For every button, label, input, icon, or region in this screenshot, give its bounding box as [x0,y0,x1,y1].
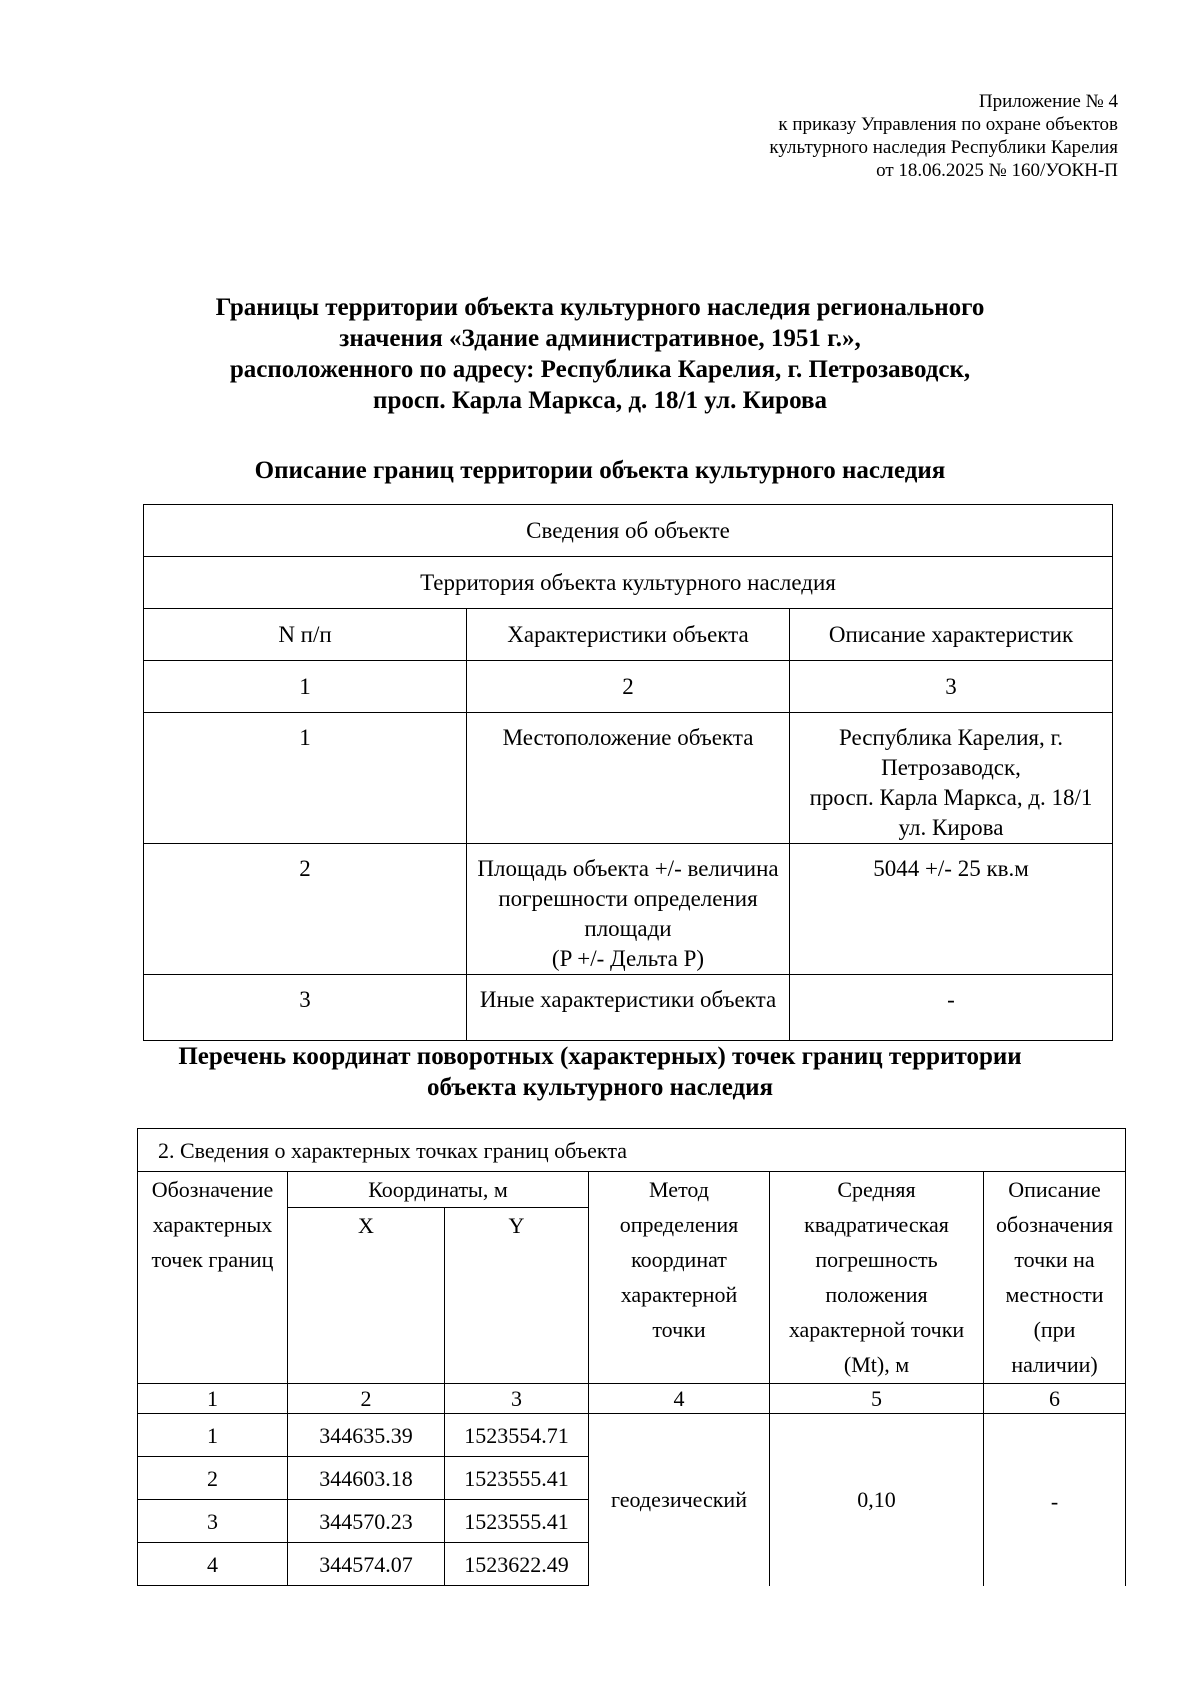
point-y: 1523622.49 [445,1543,589,1586]
column-header-y: Y [445,1208,589,1384]
header-line: координат [631,1247,727,1272]
point-number: 1 [138,1414,288,1457]
title-line: просп. Карла Маркса, д. 18/1 ул. Кирова [373,387,827,414]
column-header-method [589,1172,770,1384]
method-value: геодезический [589,1414,770,1586]
column-number: 4 [589,1384,770,1414]
point-number: 2 [138,1457,288,1500]
point-x: 344635.39 [288,1414,445,1457]
header-line: Средняя [837,1177,916,1202]
description-line: просп. Карла Маркса, д. 18/1 [809,785,1093,810]
title-line: значения «Здание административное, 1951 г.», [339,325,861,352]
table-row [144,975,1113,1041]
appendix-line: Приложение № 4 [978,91,1118,112]
header-line: Метод [649,1177,709,1202]
table-row [144,713,1113,844]
header-line: погрешность [815,1247,938,1272]
column-header-designation [138,1172,288,1384]
point-x: 344603.18 [288,1457,445,1500]
row-characteristic: Местоположение объекта [467,713,790,844]
title-line: расположенного по адресу: Республика Карелия, г. Петрозаводск, [229,356,971,383]
header-line: Обозначение [151,1177,274,1202]
row-number: 2 [144,844,467,975]
column-number: 5 [770,1384,984,1414]
table-header: Сведения об объекте [144,505,1113,557]
title-line: Перечень координат поворотных (характерных) точек границ территории [178,1043,1022,1070]
header-line: местности [1005,1282,1104,1307]
characteristic-line: (P +/- Дельта P) [551,946,705,971]
point-y: 1523555.41 [445,1457,589,1500]
row-number: 1 [144,713,467,844]
column-header-x: X [288,1208,445,1384]
coordinates-table [137,1128,1126,1586]
point-y: 1523555.41 [445,1500,589,1543]
header-line: точек границ [151,1247,274,1272]
point-y: 1523554.71 [445,1414,589,1457]
column-header-coordinates: Координаты, м [288,1172,589,1208]
column-header: Характеристики объекта [467,609,790,661]
table-subheader: Территория объекта культурного наследия [144,557,1113,609]
section-title-coordinates [100,1041,1100,1103]
table-row [144,609,1113,661]
title-line: Границы территории объекта культурного наследия регионального [215,294,985,321]
characteristic-line: Площадь объекта +/- величина [477,856,779,881]
row-description [790,713,1113,844]
column-number: 2 [288,1384,445,1414]
header-line: определения [619,1212,739,1237]
column-header: Описание характеристик [790,609,1113,661]
appendix-line: от 18.06.2025 № 160/УОКН-П [876,160,1118,181]
row-description: 5044 +/- 25 кв.м [790,844,1113,975]
point-x: 344570.23 [288,1500,445,1543]
table-row [138,1129,1126,1172]
table-row [144,505,1113,557]
section-title-description: Описание границ территории объекта культурного наследия [254,457,946,484]
point-number: 3 [138,1500,288,1543]
characteristic-line: погрешности определения площади [498,886,758,941]
row-description: - [790,975,1113,1041]
column-header: N п/п [144,609,467,661]
column-number: 6 [984,1384,1126,1414]
point-number: 4 [138,1543,288,1586]
row-characteristic [467,844,790,975]
column-number: 1 [138,1384,288,1414]
description-value: - [984,1414,1126,1586]
column-header-error [770,1172,984,1384]
header-line: (при [1033,1317,1076,1342]
document-title [100,292,1100,416]
row-number: 3 [144,975,467,1041]
table-row [138,1414,1126,1457]
column-number: 2 [467,661,790,713]
point-x: 344574.07 [288,1543,445,1586]
description-line: Республика Карелия, г. Петрозаводск, [838,725,1064,780]
object-info-table [143,504,1113,1041]
table-caption: 2. Сведения о характерных точках границ объекта [138,1129,1126,1172]
table-row [144,844,1113,975]
table-row [144,557,1113,609]
table-row [144,661,1113,713]
appendix-line: к приказу Управления по охране объектов [778,114,1118,135]
column-number: 3 [445,1384,589,1414]
appendix-line: культурного наследия Республики Карелия [769,137,1118,158]
column-number: 1 [144,661,467,713]
appendix-note [769,90,1118,182]
header-line: обозначения [996,1212,1114,1237]
column-header-description [984,1172,1126,1384]
header-line: (Mt), м [843,1352,910,1377]
title-line: объекта культурного наследия [426,1074,774,1101]
header-line: квадратическая [804,1212,949,1237]
description-line: ул. Кирова [898,815,1004,840]
error-value: 0,10 [770,1414,984,1586]
header-line: характерных [152,1212,273,1237]
header-line: точки на [1014,1247,1095,1272]
column-number: 3 [790,661,1113,713]
table-row [138,1172,1126,1208]
header-line: положения [825,1282,928,1307]
row-characteristic: Иные характеристики объекта [467,975,790,1041]
header-line: точки [652,1317,706,1342]
header-line: наличии) [1011,1352,1098,1377]
header-line: Описание [1008,1177,1101,1202]
header-line: характерной [620,1282,738,1307]
header-line: характерной точки [788,1317,965,1342]
table-row [138,1384,1126,1414]
